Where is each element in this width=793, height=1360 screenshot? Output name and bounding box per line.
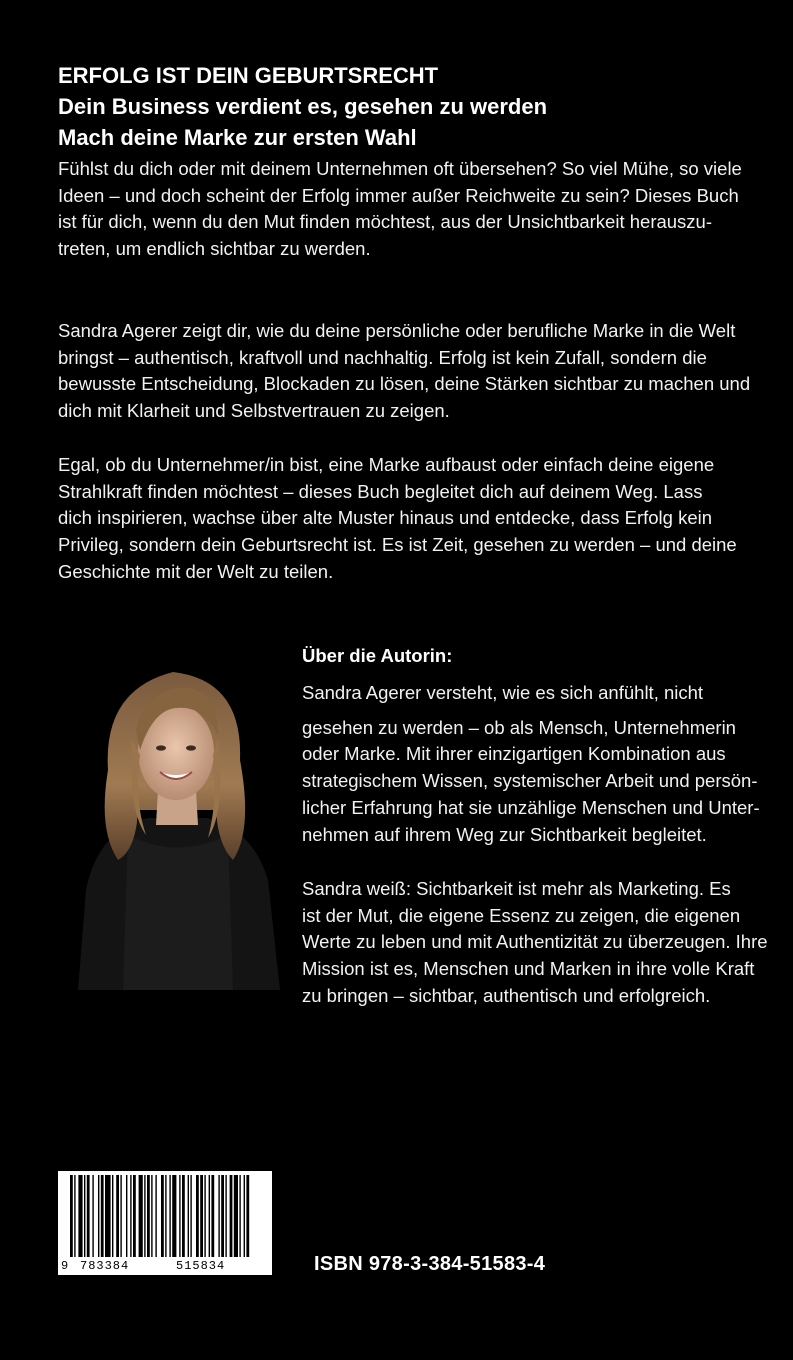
barcode-bar (196, 1175, 199, 1257)
barcode-bar (169, 1175, 170, 1257)
barcode-bar (204, 1175, 205, 1257)
barcode-bar (70, 1175, 73, 1257)
barcode-bar (221, 1175, 224, 1257)
barcode-bar (151, 1175, 152, 1257)
barcode-bar (87, 1175, 90, 1257)
barcode-bar (244, 1175, 245, 1257)
barcode-bar (209, 1175, 210, 1257)
barcode-bar (218, 1175, 219, 1257)
author-photo (68, 660, 288, 990)
mission-line: zu bringen – sichtbar, authentisch und erfolgreich. (302, 984, 711, 1006)
barcode-bar (239, 1175, 240, 1257)
isbn-number: ISBN 978-3-384-51583-4 (314, 1253, 546, 1275)
cover-headline (58, 60, 778, 153)
headline-line-1: ERFOLG IST DEIN GEBURTSRECHT (58, 63, 439, 88)
mission-line: Sandra weiß: Sichtbarkeit ist mehr als Marketing. Es (302, 878, 731, 899)
paragraph-line: treten, um endlich sichtbar zu werden. (58, 238, 371, 260)
paragraph-line: bewusste Entscheidung, Blockaden zu lösen, deine Stärken sichtbar zu machen und (58, 373, 751, 395)
barcode-bar (139, 1175, 143, 1257)
bio-line: nehmen auf ihrem Weg zur Sichtbarkeit begleitet. (302, 823, 707, 845)
mission-line: Mission ist es, Menschen und Marken in ihre volle Kraft (302, 958, 755, 980)
barcode-bar (172, 1175, 176, 1257)
mission-line: Werte zu leben und mit Authentizität zu überzeugen. Ihre (302, 931, 768, 953)
barcode-bar (179, 1175, 180, 1257)
barcode-bar (188, 1175, 189, 1257)
author-mission (302, 876, 793, 1010)
barcode-bar (84, 1175, 85, 1257)
paragraph-line: Egal, ob du Unternehmer/in bist, eine Marke aufbaust oder einfach deine eigene (58, 454, 715, 475)
barcode-bar (144, 1175, 145, 1257)
barcode-right-group: 515834 (176, 1259, 226, 1273)
barcode-bar (161, 1175, 164, 1257)
bio-line: strategischem Wissen, systemischer Arbeit und persön- (302, 770, 758, 792)
headline-line-3: Mach deine Marke zur ersten Wahl (58, 125, 417, 150)
barcode-bar (126, 1175, 127, 1257)
barcode-bar (78, 1175, 82, 1257)
barcode-bar (234, 1175, 238, 1257)
barcode-bar (98, 1175, 99, 1257)
barcode-bar (105, 1175, 111, 1257)
barcode-left-group: 783384 (80, 1259, 130, 1273)
barcode-bar (101, 1175, 104, 1257)
barcode (58, 1171, 272, 1275)
barcode-bar (246, 1175, 249, 1257)
barcode-bar (165, 1175, 166, 1257)
paragraph-line: Fühlst du dich oder mit deinem Unternehmen oft übersehen? So viel Mühe, so viele (58, 158, 742, 179)
barcode-bar (120, 1175, 121, 1257)
barcode-bar (133, 1175, 136, 1257)
paragraph-line: ist für dich, wenn du den Mut finden möchtest, aus der Unsichtbarkeit herauszu- (58, 211, 713, 233)
barcode-bar (225, 1175, 226, 1257)
paragraph-line: Strahlkraft finden möchtest – dieses Buch begleitet dich auf deinem Weg. Lass (58, 480, 703, 502)
barcode-bar (182, 1175, 185, 1257)
mission-line: ist der Mut, die eigene Essenz zu zeigen, die eigenen (302, 904, 741, 926)
paragraph-line: bringst – authentisch, kraftvoll und nachhaltig. Erfolg ist kein Zufall, sondern die (58, 346, 707, 368)
barcode-bar (155, 1175, 156, 1257)
barcode-bar (130, 1175, 131, 1257)
barcode-bar (190, 1175, 191, 1257)
bio-line: gesehen zu werden – ob als Mensch, Unternehmerin (302, 716, 736, 738)
paragraph-line: dich mit Klarheit und Selbstvertrauen zu zeigen. (58, 400, 450, 422)
intro-paragraph (58, 156, 793, 263)
paragraph-line: Geschichte mit der Welt zu teilen. (58, 560, 334, 582)
barcode-bar (200, 1175, 203, 1257)
headline-line-2: Dein Business verdient es, gesehen zu werden (58, 94, 548, 119)
paragraph-line: dich inspirieren, wachse über alte Muster hinaus und entdecke, dass Erfolg kein (58, 507, 713, 529)
second-paragraph (58, 318, 793, 425)
bio-line: oder Marke. Mit ihrer einzigartigen Kombination aus (302, 743, 726, 765)
author-bio (302, 680, 793, 848)
paragraph-line: Sandra Agerer zeigt dir, wie du deine persönliche oder berufliche Marke in die Welt (58, 320, 736, 341)
barcode-bar (92, 1175, 93, 1257)
bio-line: licher Erfahrung hat sie unzählige Menschen und Unter- (302, 796, 760, 818)
paragraph-line: Privileg, sondern dein Geburtsrecht ist. Es ist Zeit, gesehen zu werden – und deine (58, 534, 737, 556)
paragraph-line: Ideen – und doch scheint der Erfolg immer außer Reichweite zu sein? Dieses Buch (58, 184, 739, 206)
bio-line: Sandra Agerer versteht, wie es sich anfühlt, nicht (302, 682, 704, 703)
third-paragraph (58, 452, 793, 586)
barcode-bar (112, 1175, 113, 1257)
barcode-bar (116, 1175, 119, 1257)
barcode-bar (230, 1175, 233, 1257)
barcode-bar (74, 1175, 75, 1257)
barcode-bar (211, 1175, 214, 1257)
barcode-prefix-digit: 9 (61, 1259, 69, 1273)
author-heading: Über die Autorin: (302, 645, 453, 666)
barcode-bar (147, 1175, 150, 1257)
